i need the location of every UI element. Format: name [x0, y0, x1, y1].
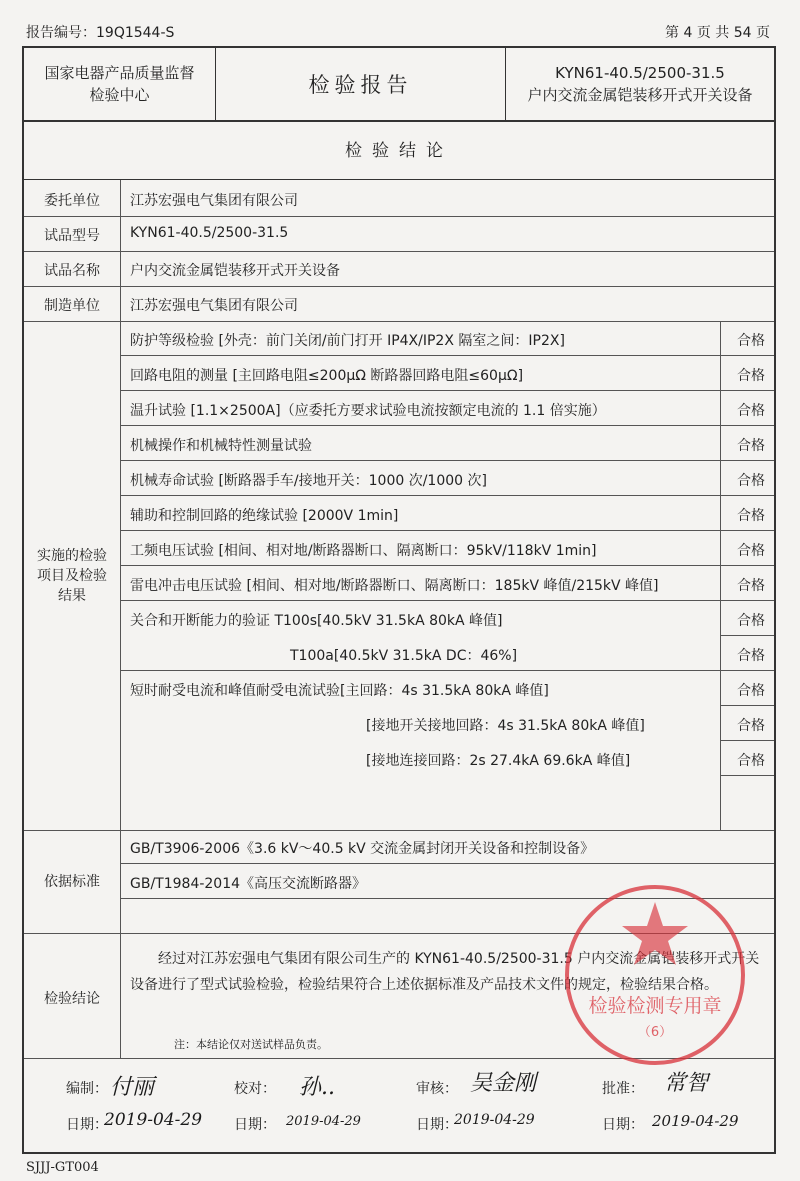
- reviewed-date: 2019-04-29: [454, 1112, 535, 1128]
- test-item: 雷电冲击电压试验 [相间、相对地/断路器断口、隔离断口：185kV 峰值/215kV 峰值]: [130, 578, 659, 594]
- product-name-label: 试品名称: [44, 263, 100, 279]
- divider: [120, 863, 774, 864]
- test-item: 短时耐受电流和峰值耐受电流试验[主回路：4s 31.5kA 80kA 峰值]: [130, 683, 549, 699]
- tests-label-line-3: 结果: [58, 588, 86, 604]
- checked-date: 2019-04-29: [286, 1114, 361, 1129]
- test-result: 合格: [737, 508, 765, 524]
- checked-label: 校对：: [234, 1081, 276, 1097]
- divider: [720, 775, 774, 776]
- form-code: SJJJ-GT004: [26, 1160, 99, 1175]
- product-header: [506, 48, 774, 122]
- date-label: 日期：: [602, 1117, 644, 1133]
- test-item: 机械操作和机械特性测量试验: [130, 438, 312, 454]
- divider: [720, 635, 774, 636]
- conclusion-label: 检验结论: [44, 991, 100, 1007]
- section-title: 检验结论: [24, 122, 774, 180]
- test-item: 工频电压试验 [相间、相对地/断路器断口、隔离断口：95kV/118kV 1min]: [130, 543, 597, 559]
- test-result: 合格: [737, 473, 765, 489]
- test-item: 关合和开断能力的验证 T100s[40.5kV 31.5kA 80kA 峰值]: [130, 613, 503, 629]
- approved-label: 批准：: [602, 1081, 644, 1097]
- org-line-2: 检验中心: [89, 86, 150, 104]
- date-label: 日期：: [234, 1117, 276, 1133]
- divider: [120, 495, 774, 496]
- divider: [120, 600, 774, 601]
- report-number: 报告编号：19Q1544-S: [26, 25, 175, 41]
- client-value: 江苏宏强电气集团有限公司: [130, 193, 298, 209]
- client-label: 委托单位: [44, 193, 100, 209]
- test-item: [接地连接回路：2s 27.4kA 69.6kA 峰值]: [366, 753, 631, 769]
- compiled-signature: 付丽: [110, 1075, 155, 1100]
- divider: [24, 286, 774, 287]
- date-label: 日期：: [66, 1117, 108, 1133]
- compiled-label: 编制：: [66, 1081, 108, 1097]
- divider: [120, 670, 774, 671]
- manufacturer-value: 江苏宏强电气集团有限公司: [130, 298, 298, 314]
- divider: [720, 740, 774, 741]
- product-name-value: 户内交流金属铠装移开式开关设备: [130, 263, 340, 279]
- divider: [120, 530, 774, 531]
- reviewed-signature: 吴金刚: [470, 1071, 537, 1096]
- page-indicator: 第 4 页 共 54 页: [665, 25, 770, 41]
- divider: [120, 390, 774, 391]
- test-result: 合格: [737, 438, 765, 454]
- manufacturer-label: 制造单位: [44, 298, 100, 314]
- divider: [24, 216, 774, 217]
- standard-item: GB/T1984-2014《高压交流断路器》: [130, 876, 367, 892]
- test-result: 合格: [737, 543, 765, 559]
- standard-item: GB/T3906-2006《3.6 kV～40.5 kV 交流金属封闭开关设备和控制设备》: [130, 841, 595, 857]
- test-result: 合格: [737, 403, 765, 419]
- divider: [120, 565, 774, 566]
- divider: [24, 251, 774, 252]
- test-item: 辅助和控制回路的绝缘试验 [2000V 1min]: [130, 508, 399, 524]
- header-model: KYN61-40.5/2500-31.5: [555, 64, 725, 82]
- org-line-1: 国家电器产品质量监督: [44, 64, 195, 82]
- test-result: 合格: [737, 648, 765, 664]
- test-result: 合格: [737, 753, 765, 769]
- test-item: 温升试验 [1.1×2500A]（应委托方要求试验电流按额定电流的 1.1 倍实施）: [130, 403, 606, 419]
- compiled-date: 2019-04-29: [104, 1110, 203, 1130]
- test-result: 合格: [737, 368, 765, 384]
- issuing-organization: [24, 48, 216, 122]
- divider: [120, 460, 774, 461]
- test-item: [接地开关接地回路：4s 31.5kA 80kA 峰值]: [366, 718, 645, 734]
- model-label: 试品型号: [44, 228, 100, 244]
- date-label: 日期：: [416, 1117, 458, 1133]
- header-product: 户内交流金属铠装移开式开关设备: [527, 86, 753, 104]
- model-value: KYN61-40.5/2500-31.5: [130, 225, 289, 241]
- tests-label-line-1: 实施的检验: [37, 548, 107, 564]
- conclusion-text: 经过对江苏宏强电气集团有限公司生产的 KYN61-40.5/2500-31.5 户内交流金属铠装移开式开关设备进行了型式试验检验，检验结果符合上述依据标准及产品技术文件的规定，检验结果合格。: [130, 951, 760, 993]
- test-result: 合格: [737, 718, 765, 734]
- seal-text: 检验检测专用章: [588, 995, 722, 1017]
- divider: [120, 425, 774, 426]
- checked-signature: 孙..: [299, 1075, 335, 1100]
- seal-number: （6）: [637, 1025, 673, 1040]
- tests-label: [24, 546, 120, 606]
- reviewed-label: 审核：: [416, 1081, 458, 1097]
- approved-date: 2019-04-29: [652, 1112, 739, 1130]
- divider: [24, 830, 774, 831]
- conclusion-note: 注：本结论仅对送试样品负责。: [174, 1038, 328, 1051]
- tests-label-line-2: 项目及检验: [37, 568, 107, 584]
- official-seal: [560, 880, 750, 1070]
- test-item: T100a[40.5kV 31.5kA DC：46%]: [290, 648, 518, 664]
- divider: [720, 705, 774, 706]
- test-item: 回路电阻的测量 [主回路电阻≤200μΩ 断路器回路电阻≤60μΩ]: [130, 368, 524, 384]
- result-column-divider: [720, 321, 721, 830]
- standards-label: 依据标准: [44, 874, 100, 890]
- test-result: 合格: [737, 333, 765, 349]
- approved-signature: 常智: [664, 1071, 709, 1096]
- test-item: 防护等级检验 [外壳：前门关闭/前门打开 IP4X/IP2X 隔室之间：IP2X]: [130, 333, 565, 349]
- label-column-divider: [120, 180, 121, 1058]
- test-result: 合格: [737, 578, 765, 594]
- test-item: 机械寿命试验 [断路器手车/接地开关：1000 次/1000 次]: [130, 473, 487, 489]
- divider: [120, 355, 774, 356]
- divider: [24, 321, 774, 322]
- report-title: 检验报告: [216, 48, 506, 122]
- test-result: 合格: [737, 683, 765, 699]
- star-icon: [622, 902, 688, 965]
- test-result: 合格: [737, 613, 765, 629]
